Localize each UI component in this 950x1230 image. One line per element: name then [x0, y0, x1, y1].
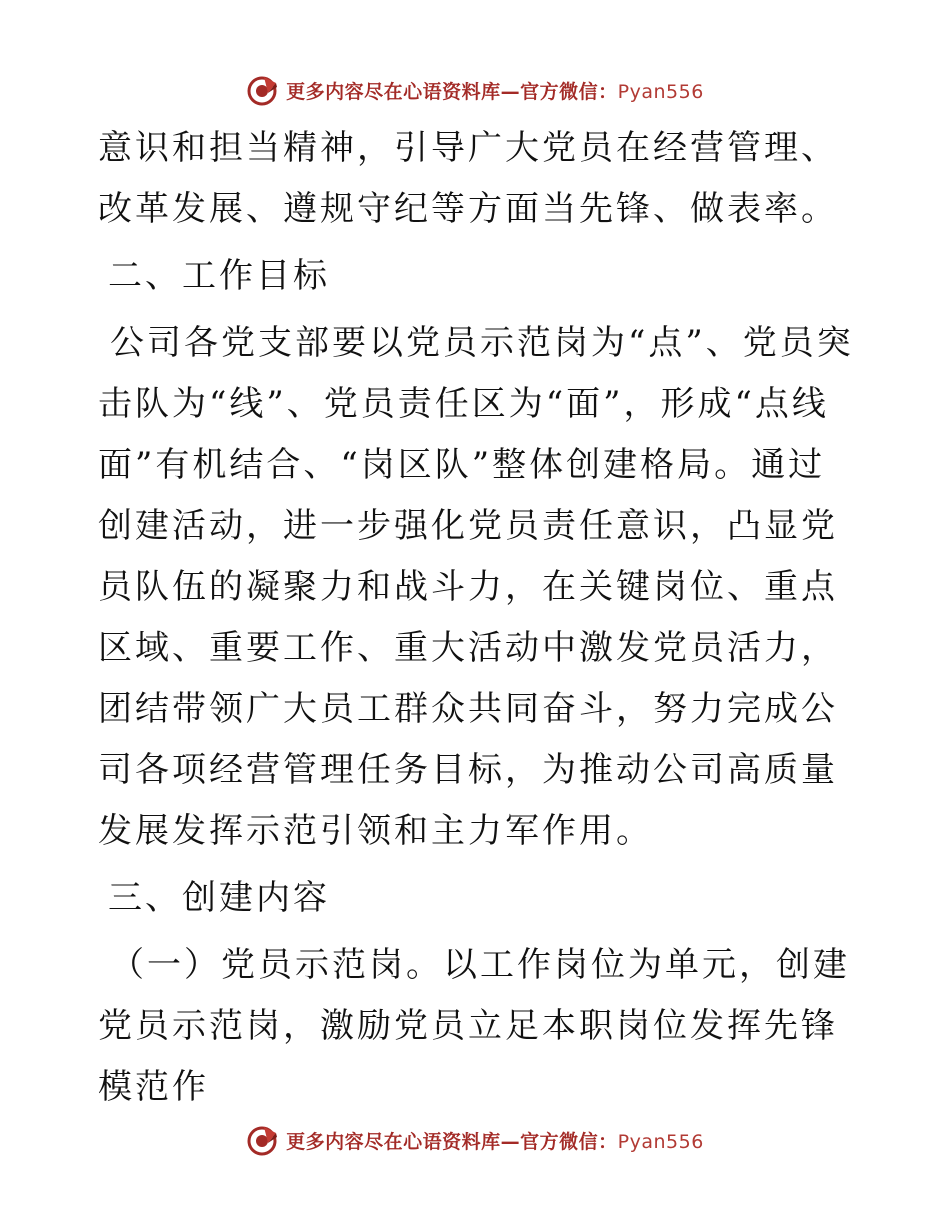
paragraph-2: 公司各党支部要以党员示范岗为“点”、党员突击队为“线”、党员责任区为“面”，形成“点线面”有机结合、“岗区队”整体创建格局。通过创建活动，进一步强化党员责任意识，凸显党员队伍的凝聚力和战斗力，在关键岗位、重点区域、重要工作、重大活动中激发党员活力，团结带领广大员工群众共同奋斗，努力完成公司各项经营管理任务目标，为推动公司高质量发展发挥示范引领和主力军作用。 — [98, 323, 854, 851]
paragraph-1: 意识和担当精神，引导广大党员在经营管理、改革发展、遵规守纪等方面当先锋、做表率。 — [98, 128, 838, 229]
brand-logo-icon — [246, 73, 280, 107]
watermark-text: 更多内容尽在心语资料库—官方微信：Pyan556 — [286, 1130, 704, 1153]
watermark-header — [0, 70, 950, 110]
brand-logo-icon — [246, 1123, 280, 1157]
section-heading-3: 三、创建内容 — [108, 878, 330, 918]
paragraph-3: （一）党员示范岗。以工作岗位为单元，创建党员示范岗，激励党员立足本职岗位发挥先锋模范作 — [98, 945, 850, 1107]
section-heading-2: 二、工作目标 — [108, 256, 330, 296]
watermark-text: 更多内容尽在心语资料库—官方微信：Pyan556 — [286, 80, 704, 103]
watermark-footer — [0, 1120, 950, 1160]
document-body — [98, 118, 858, 1124]
